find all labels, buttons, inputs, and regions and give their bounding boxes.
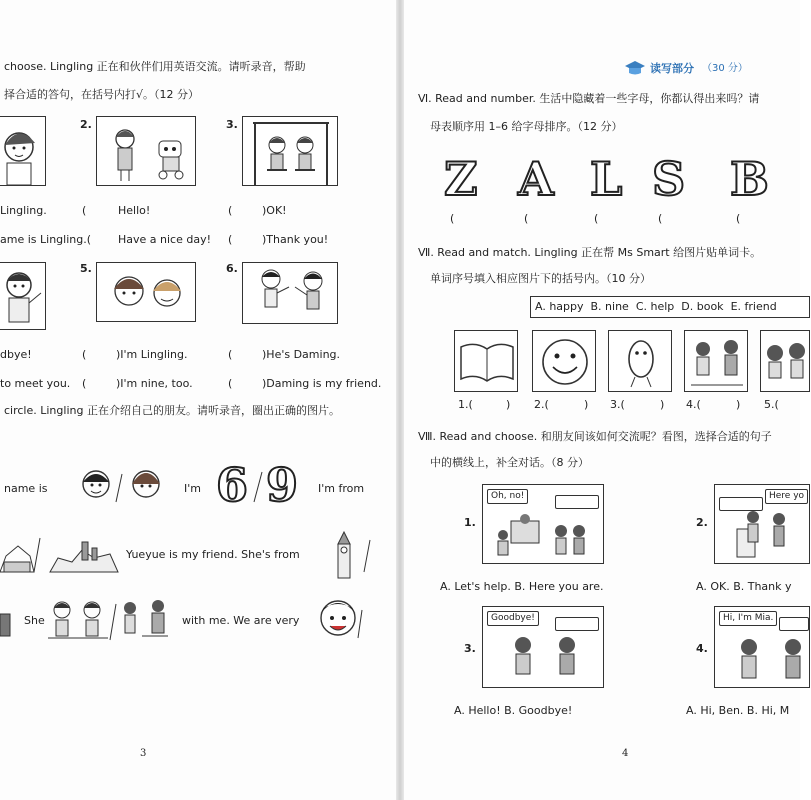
listen-circle-instruction: circle. Lingling 正在介绍自己的朋友。请听录音，圈出正确的图片。 [4, 404, 340, 417]
happy-girl-choice[interactable] [312, 594, 368, 644]
item-number: 5. [80, 262, 92, 275]
picture-number-zero [608, 330, 672, 392]
item-number: 3. [226, 118, 238, 131]
speech-bubble: Here yo [765, 489, 808, 504]
picture-book [454, 330, 518, 392]
dialog-number: 3. [464, 642, 476, 655]
digit-choice-nine[interactable]: 9 [266, 458, 299, 512]
speech-bubble: Oh, no! [487, 489, 528, 504]
answer-bracket[interactable]: ( [228, 377, 233, 390]
listening-choose-instruction-2: 择合适的答句，在括号内打√。（12 分） [4, 88, 200, 101]
answer-bracket[interactable]: ( [228, 204, 233, 217]
dialog-number: 2. [696, 516, 708, 529]
dialog-choices[interactable]: A. Hello! B. Goodbye! [454, 704, 573, 717]
number-bracket[interactable]: ( [658, 212, 663, 225]
word-option: D. book [681, 300, 724, 313]
answer-option: )Thank you! [262, 233, 329, 246]
word-option: E. friend [730, 300, 777, 313]
answer-option: )OK! [262, 204, 287, 217]
right-page [404, 0, 805, 800]
digit-choice-six[interactable]: 6 [216, 458, 249, 512]
answer-option: ame is Lingling.( [0, 233, 91, 246]
question-8-subtitle: 中的横线上，补全对话。（8 分） [430, 456, 589, 469]
sentence-fragment: I'm [184, 482, 201, 495]
dialog-picture-2 [714, 484, 810, 564]
question-7-subtitle: 单词序号填入相应图片下的括号内。（10 分） [430, 272, 651, 285]
picture-kids-swing [242, 116, 338, 186]
picture-boy-1 [0, 262, 46, 330]
answer-option: Hello! [118, 204, 151, 217]
answer-option: Have a nice day! [118, 233, 212, 246]
match-bracket[interactable]: 3.( [610, 398, 625, 411]
number-bracket[interactable]: ( [594, 212, 599, 225]
match-bracket[interactable]: 5.( [764, 398, 779, 411]
sentence-fragment: with me. We are very [182, 614, 300, 627]
picture-girl-robot [96, 116, 196, 186]
answer-bracket[interactable]: ( [228, 233, 233, 246]
word-bank [530, 296, 810, 318]
picture-friends [760, 330, 810, 392]
number-bracket[interactable]: ( [524, 212, 529, 225]
picture-boy-girl [242, 262, 338, 324]
section-score: （30 分） [702, 63, 748, 74]
activity-choice[interactable] [48, 596, 178, 644]
answer-option: )I'm nine, too. [116, 377, 193, 390]
letter-picture: L [590, 152, 623, 206]
graduation-cap-icon [624, 60, 646, 76]
answer-option: dbye! [0, 348, 32, 361]
answer-option: )Daming is my friend. [262, 377, 382, 390]
question-6-title: Ⅵ. Read and number. 生活中隐藏着一些字母，你都认得出来吗？请 [418, 92, 760, 105]
sentence-fragment: name is [4, 482, 48, 495]
sentence-fragment: Yueyue is my friend. She's from [126, 548, 300, 561]
number-bracket[interactable]: ( [736, 212, 741, 225]
picture-helping [684, 330, 748, 392]
item-number: 6. [226, 262, 238, 275]
word-option: B. nine [590, 300, 629, 313]
boy-girl-choice[interactable] [70, 462, 174, 512]
answer-bracket[interactable]: ( [82, 204, 87, 217]
speech-bubble: Goodbye! [487, 611, 539, 626]
listening-choose-instruction: choose. Lingling 正在和伙伴们用英语交流。请听录音，帮助 [4, 60, 306, 73]
dialog-choices[interactable]: A. Let's help. B. Here you are. [440, 580, 604, 593]
letter-picture: B [730, 152, 769, 206]
match-bracket-close: ) [736, 398, 741, 411]
dialog-picture-3 [482, 606, 604, 688]
match-bracket[interactable]: 2.( [534, 398, 549, 411]
letter-picture: S [652, 152, 686, 206]
hidden-letters-row [444, 150, 804, 230]
dialog-number: 1. [464, 516, 476, 529]
number-bracket[interactable]: ( [450, 212, 455, 225]
match-bracket-close: ) [660, 398, 665, 411]
match-bracket-close: ) [506, 398, 511, 411]
sentence-fragment: She [24, 614, 45, 627]
question-8-title: Ⅷ. Read and choose. 和朋友间该如何交流呢？看图，选择合适的句子 [418, 430, 772, 443]
section-title: 读写部分 [650, 62, 694, 75]
letter-picture: Z [444, 152, 478, 206]
match-bracket-close: ) [584, 398, 589, 411]
answer-option: Lingling. [0, 204, 47, 217]
book-gutter [396, 0, 404, 800]
picture-girl-1 [0, 116, 46, 186]
dialog-choices[interactable]: A. Hi, Ben. B. Hi, M [686, 704, 790, 717]
word-option: C. help [635, 300, 675, 313]
speech-bubble: Hi, I'm Mia. [719, 611, 777, 626]
letter-picture: A [518, 152, 554, 206]
match-bracket[interactable]: 4.( [686, 398, 701, 411]
page-number: 3 [140, 748, 147, 759]
left-page [0, 0, 396, 800]
answer-bracket[interactable]: ( [82, 348, 87, 361]
picture-smiley [532, 330, 596, 392]
answer-bracket[interactable]: ( [82, 377, 87, 390]
dialog-picture-4 [714, 606, 810, 688]
answer-option: to meet you. [0, 377, 71, 390]
question-6-subtitle: 母表顺序用 1–6 给字母排序。（12 分） [430, 120, 623, 133]
answer-option: )He's Daming. [262, 348, 341, 361]
landmark-choice[interactable] [0, 528, 120, 578]
partial-picture [0, 604, 16, 640]
dialog-picture-1 [482, 484, 604, 564]
question-7-title: Ⅶ. Read and match. Lingling 正在帮 Ms Smart 给图片贴单词卡。 [418, 246, 762, 259]
sentence-fragment: I'm from [318, 482, 365, 495]
answer-bracket[interactable]: ( [228, 348, 233, 361]
item-number: 2. [80, 118, 92, 131]
word-option: A. happy [535, 300, 584, 313]
dialog-number: 4. [696, 642, 708, 655]
big-ben-choice[interactable] [326, 530, 376, 580]
page-number: 4 [622, 748, 629, 759]
dialog-choices[interactable]: A. OK. B. Thank y [696, 580, 792, 593]
match-bracket[interactable]: 1.( [458, 398, 473, 411]
answer-option: )I'm Lingling. [116, 348, 188, 361]
picture-two-girls [96, 262, 196, 322]
choice-divider [252, 470, 264, 504]
